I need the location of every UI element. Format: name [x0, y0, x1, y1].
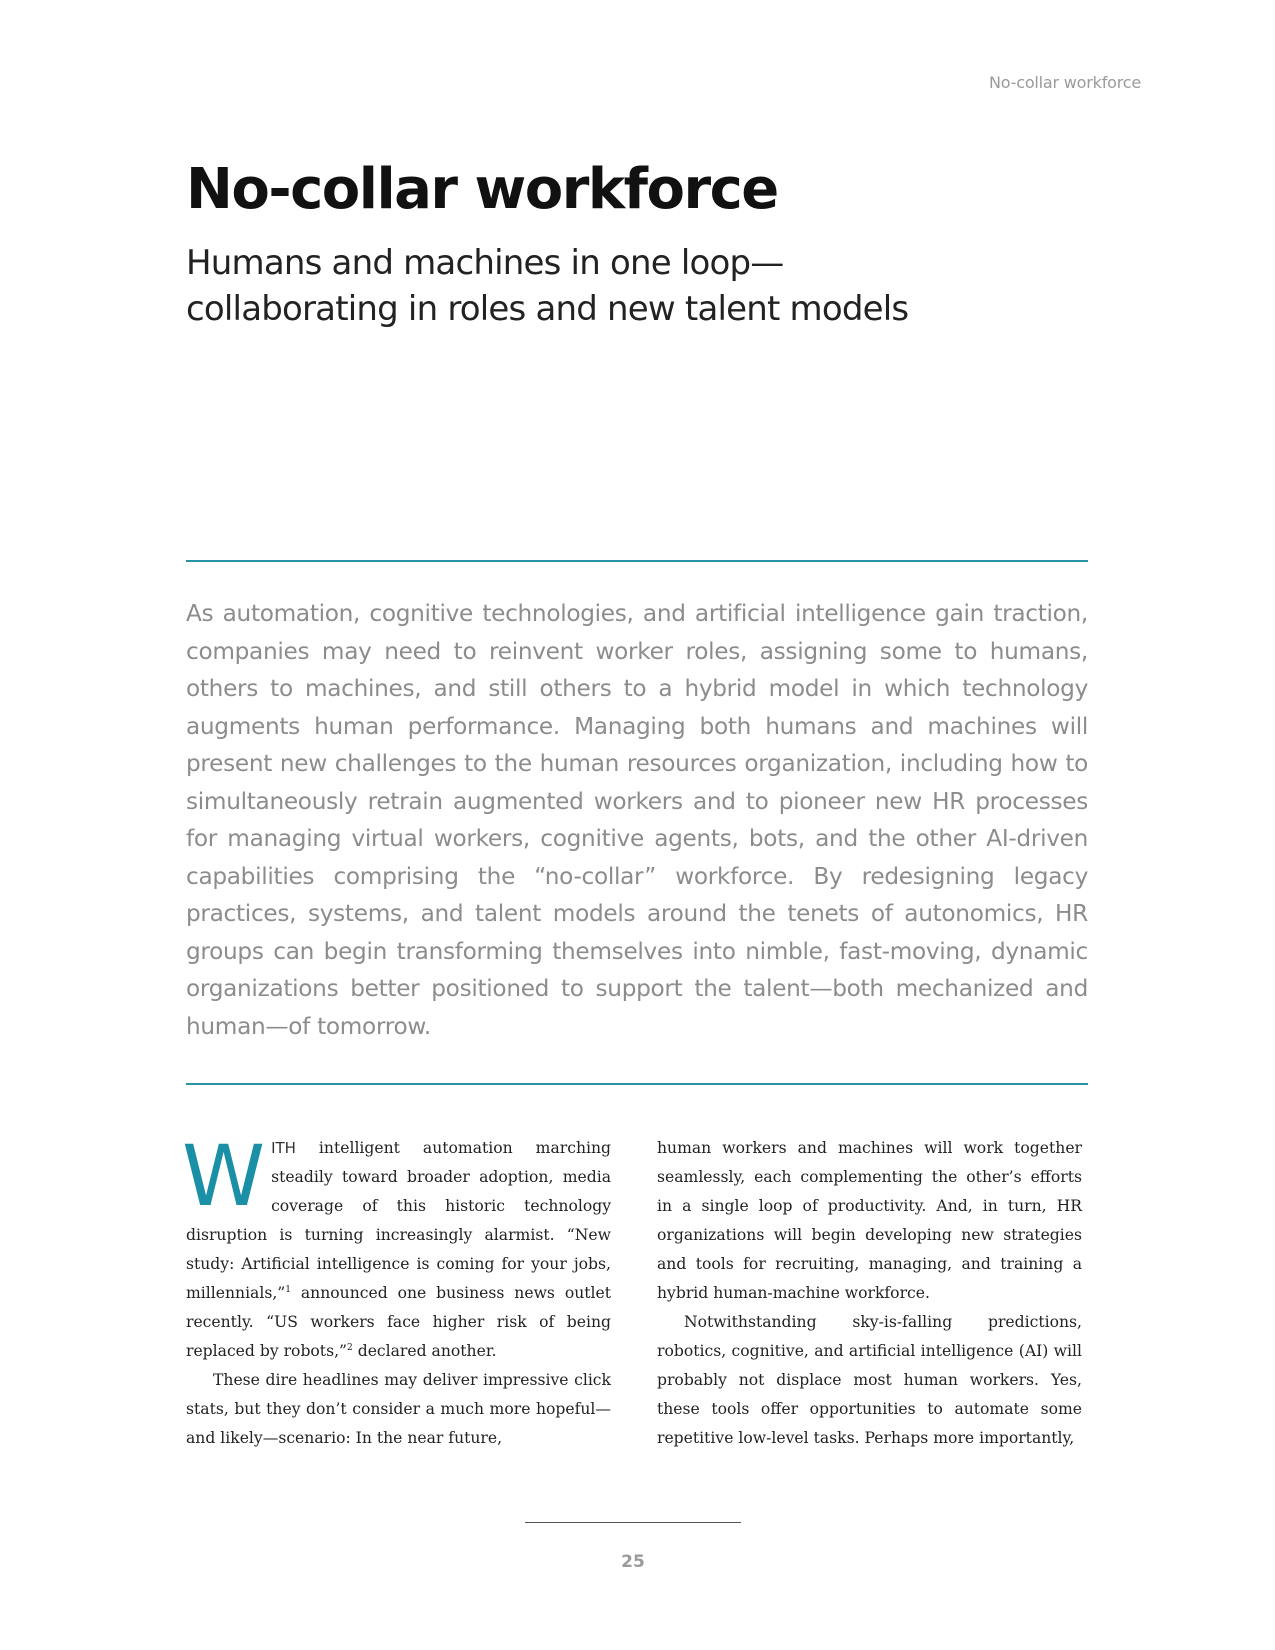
running-header: No-collar workforce — [989, 73, 1141, 92]
page-number: 25 — [621, 1552, 645, 1572]
drop-cap: W — [182, 1127, 266, 1225]
body-paragraph-3: human workers and machines will work together seamlessly, each complementing the other’s efforts in a single loop of productivity. And, in turn, HR organizations will begin developing new strategies and tools for recruiting, managing, and training a hybrid human-machine workforce. — [657, 1139, 1082, 1302]
footer-divider — [525, 1522, 741, 1523]
footnote-ref-1[interactable]: 1 — [285, 1284, 291, 1295]
body-paragraph-1 — [182, 1127, 611, 1366]
body-paragraph-4: Notwithstanding sky-is-falling predictions, robotics, cognitive, and artificial intelligence (AI) will probably not displace most human workers. Yes, these tools offer opportunities to automate some repetitive low-level tasks. Perhaps more importantly, — [657, 1313, 1082, 1447]
top-divider — [186, 560, 1088, 562]
footnote-ref-2[interactable]: 2 — [347, 1342, 353, 1353]
body-text: intelligent automation marching steadily toward broader adoption, media coverage of this historic technology disruption is turning increasingly alarmist. “New study: Artificial intelligence is coming for your jobs, millennials,” — [186, 1139, 611, 1302]
intro-paragraph: As automation, cognitive technologies, and artificial intelligence gain traction, companies may need to reinvent worker roles, assigning some to humans, others to machines, and still others to a hybrid model in which technology augments human performance. Managing both humans and machines will present new challenges to the human resources organization, including how to simultaneously retrain augmented workers and to pioneer new HR processes for managing virtual workers, cognitive agents, bots, and the other AI-driven capabilities comprising the “no-collar” workforce. By redesigning legacy practices, systems, and talent models around the tenets of autonomics, HR groups can begin transforming themselves into nimble, fast-moving, dynamic organizations better positioned to support the talent—both mechanized and human—of tomorrow. — [186, 600, 1088, 1040]
body-text: declared another. — [352, 1342, 497, 1360]
page-subtitle — [186, 240, 1086, 332]
bottom-divider — [186, 1083, 1088, 1085]
page-title: No-collar workforce — [186, 157, 778, 222]
body-text: announced one business news outlet recently. “US workers face higher risk of being replaced by robots,” — [186, 1284, 611, 1360]
body-column-left — [182, 1127, 611, 1453]
lead-in-smallcaps: ITH — [271, 1139, 296, 1157]
body-column-right — [657, 1134, 1082, 1453]
subtitle-line-1: Humans and machines in one loop— — [186, 243, 784, 283]
body-paragraph-2: These dire headlines may deliver impressive click stats, but they don’t consider a much more hopeful—and likely—scenario: In the near future, — [186, 1371, 611, 1447]
subtitle-line-2: collaborating in roles and new talent models — [186, 289, 909, 329]
